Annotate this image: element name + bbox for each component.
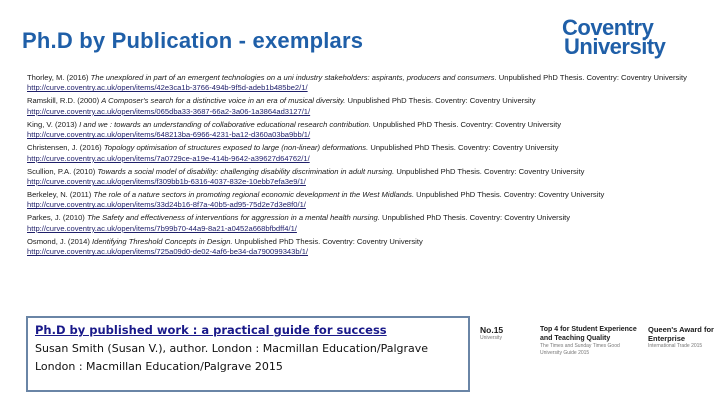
reference-item	[27, 73, 697, 94]
ranking-badge: No.15 University	[480, 325, 504, 341]
reference-item	[27, 96, 697, 117]
book-title-link[interactable]: Ph.D by published work : a practical guide for success	[35, 323, 387, 337]
book-reference-popup	[26, 316, 470, 392]
reference-citation: Osmond, J. (2014) Identifying Threshold Concepts in Design. Unpublished PhD Thesis. Coventry: Coventry University	[27, 236, 423, 246]
reference-link[interactable]: http://curve.coventry.ac.uk/open/items/725a09d0-de02-4af6-be34-da790099343b/1/	[27, 247, 309, 257]
reference-citation: Ramskill, R.D. (2000) A Composer's search for a distinctive voice in an era of musical diversity. Unpublished PhD Thesis. Coventry: Coventry University	[27, 96, 536, 106]
reference-list	[27, 73, 697, 260]
reference-link[interactable]: http://curve.coventry.ac.uk/open/items/42e3ca1b-3766-494b-9f5d-adeb1b485be2/1/	[27, 83, 308, 93]
awards-footer	[460, 325, 720, 385]
queens-award-badge: Queen's Award for Enterprise International Trade 2015	[648, 325, 714, 349]
student-experience-badge: Top 4 for Student Experience and Teaching Quality The Times and Sunday Times Good University Guide 2015	[540, 326, 637, 356]
reference-link[interactable]: http://curve.coventry.ac.uk/open/items/7b99b70-44a9-8a21-a0452a668bfbdff4/1/	[27, 223, 297, 233]
logo-line-1: Coventry	[562, 15, 654, 40]
reference-item	[27, 167, 697, 188]
reference-link[interactable]: http://curve.coventry.ac.uk/open/items/065dba33-3687-66a2-3a06-1a3864ad3127/1/	[27, 106, 311, 116]
page-title: Ph.D by Publication - exemplars	[22, 28, 364, 53]
reference-item	[27, 143, 697, 164]
reference-citation: Berkeley, N. (2011) The role of a nature sectors in promoting regional economic development in the West Midlands. Unpublished PhD Thesis. Coventry: Coventry University	[27, 190, 605, 200]
reference-item	[27, 190, 697, 211]
reference-citation: Thorley, M. (2016) The unexplored in part of an emergent technologies on a uni industry stakeholders: aspirants, producers and consumers. Unpublished PhD Thesis. Coventry: Coventry University	[27, 73, 687, 82]
reference-link[interactable]: http://curve.coventry.ac.uk/open/items/7a0729ce-a19e-414b-9642-a39627d64762/1/	[27, 153, 310, 163]
reference-link[interactable]: http://curve.coventry.ac.uk/open/items/648213ba-6966-4231-ba12-d360a03ba9bb/1/	[27, 130, 311, 140]
reference-link[interactable]: http://curve.coventry.ac.uk/open/items/f309bb1b-6316-4037-832e-10ebb7efa3e9/1/	[27, 177, 306, 187]
logo-line-2: University	[564, 34, 666, 59]
reference-citation: Scullion, P.A. (2010) Towards a social model of disability: challenging disability discrimination in adult nursing. Unpublished PhD Thesis. Coventry: Coventry University	[27, 166, 585, 176]
coventry-university-logo	[562, 15, 712, 70]
book-author-line: Susan Smith (Susan V.), author. London : Macmillan Education/Palgrave	[35, 342, 429, 355]
book-publisher-line: London : Macmillan Education/Palgrave 2015	[35, 360, 283, 373]
reference-item	[27, 120, 697, 141]
reference-citation: Christensen, J. (2016) Topology optimisation of structures exposed to large (non-linear) deformations. Unpublished PhD Thesis. Coventry: Coventry University	[27, 143, 559, 153]
reference-link[interactable]: http://curve.coventry.ac.uk/open/items/33d24b16-8f7a-40b5-ad95-75d2e7d3e8f0/1/	[27, 200, 306, 210]
reference-citation: Parkes, J. (2010) The Safety and effectiveness of interventions for aggression in a mental health nursing. Unpublished PhD Thesis. Coventry: Coventry University	[27, 213, 571, 223]
reference-item	[27, 237, 697, 258]
reference-citation: King, V. (2013) I and we : towards an understanding of collaborative educational research contribution. Unpublished PhD Thesis. Coventry: Coventry University	[27, 119, 561, 129]
reference-item	[27, 213, 697, 234]
